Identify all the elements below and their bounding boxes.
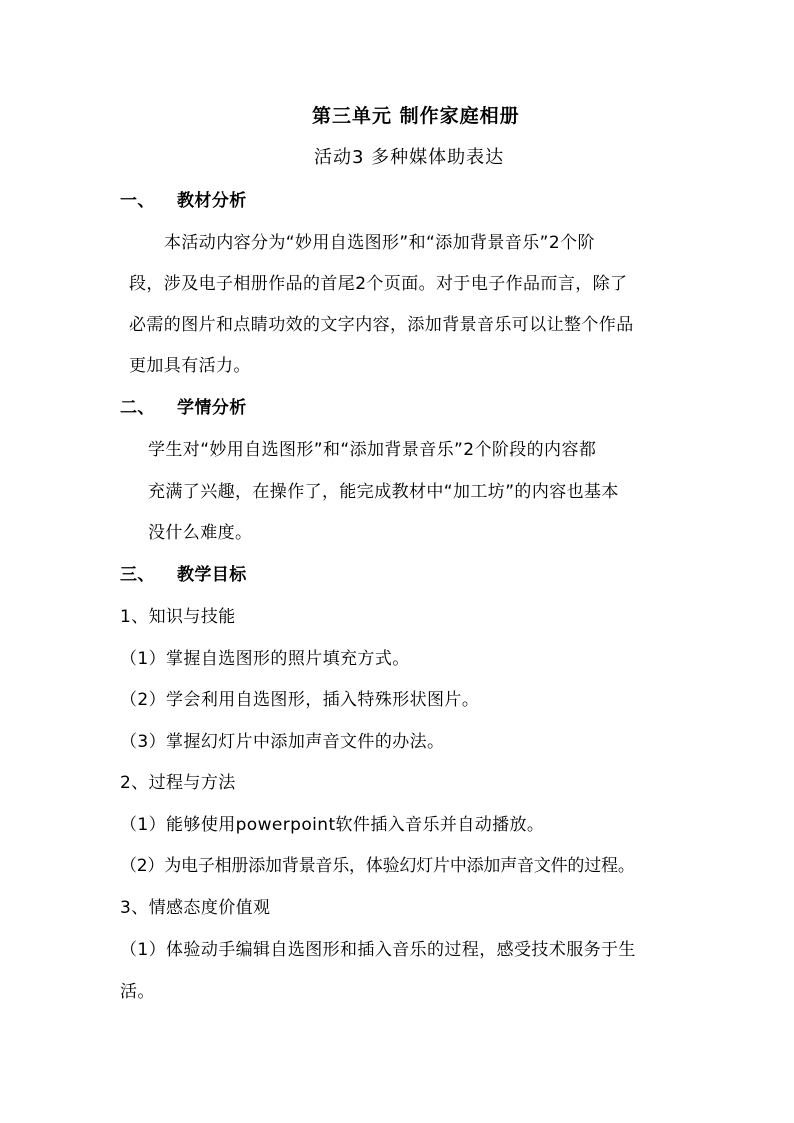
section-title-3: 教学目标 xyxy=(177,565,247,585)
section-heading-3 xyxy=(120,564,247,586)
objective-group-label: 1、知识与技能 xyxy=(120,607,236,627)
paragraph-line: 必需的图片和点睛功效的文字内容，添加背景音乐可以让整个作品 xyxy=(129,315,634,335)
section-title-1: 教材分析 xyxy=(177,191,247,211)
objective-item: 活。 xyxy=(120,982,155,1002)
section-heading-2 xyxy=(120,397,247,419)
section-number-2: 二、 xyxy=(120,398,155,418)
paragraph-line: 没什么难度。 xyxy=(148,523,253,543)
objective-group-label: 2、过程与方法 xyxy=(120,773,236,793)
objective-item: （1）能够使用powerpoint软件插入音乐并自动播放。 xyxy=(120,815,545,835)
objective-group-label: 3、情感态度价值观 xyxy=(120,898,271,918)
document-subtitle: 活动3 多种媒体助表达 xyxy=(314,147,505,168)
document-title: 第三单元 制作家庭相册 xyxy=(312,105,520,127)
section-number-1: 一、 xyxy=(120,191,155,211)
paragraph-line: 充满了兴趣，在操作了，能完成教材中“加工坊”的内容也基本 xyxy=(148,482,619,502)
objective-item: （3）掌握幻灯片中添加声音文件的办法。 xyxy=(120,732,445,752)
paragraph-line: 更加具有活力。 xyxy=(129,356,251,376)
paragraph-line: 学生对“妙用自选图形”和“添加背景音乐”2个阶段的内容都 xyxy=(148,440,597,460)
paragraph-line: 本活动内容分为“妙用自选图形”和“添加背景音乐”2个阶 xyxy=(164,233,595,253)
section-heading-1 xyxy=(120,190,247,212)
section-number-3: 三、 xyxy=(120,565,155,585)
objective-item: （1）掌握自选图形的照片填充方式。 xyxy=(120,649,410,669)
paragraph-line: 段，涉及电子相册作品的首尾2个页面。对于电子作品而言，除了 xyxy=(129,274,628,294)
objective-item: （1）体验动手编辑自选图形和插入音乐的过程，感受技术服务于生 xyxy=(120,940,636,960)
objective-item: （2）为电子相册添加背景音乐，体验幻灯片中添加声音文件的过程。 xyxy=(120,856,635,876)
section-title-2: 学情分析 xyxy=(177,398,247,418)
objective-item: （2）学会利用自选图形，插入特殊形状图片。 xyxy=(120,690,480,710)
